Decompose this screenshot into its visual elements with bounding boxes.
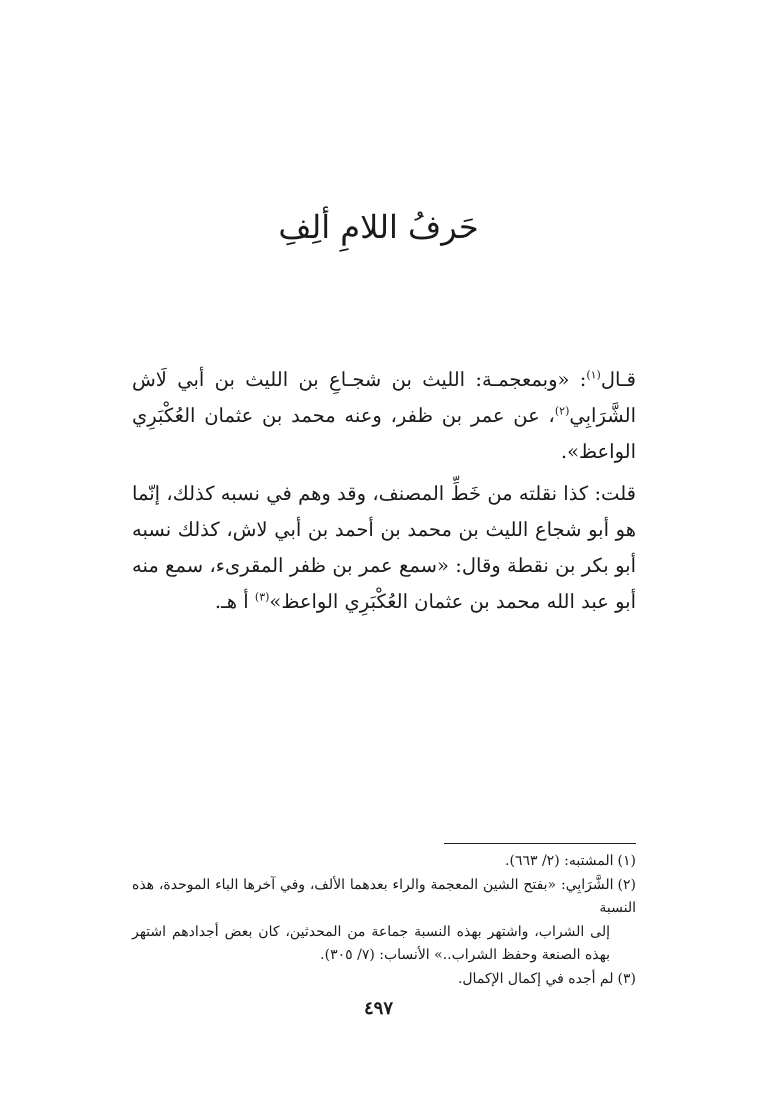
paragraph-2-after: أ هـ. <box>214 590 255 613</box>
footnote-ref-2: (٢) <box>554 404 570 418</box>
footnote-ref-3: (٣) <box>254 590 270 604</box>
paragraph-1-after2: ، عن عمر بن ظفر، وعنه محمد بن عثمان العُكْبَرِي الواعظ». <box>132 404 636 463</box>
page-number: ٤٩٧ <box>363 998 393 1019</box>
paragraph-1-before: قـال <box>600 368 636 391</box>
footnote-3-number: (٣) <box>617 970 636 987</box>
chapter-title: حَرفُ اللامِ ألِفِ <box>278 208 479 246</box>
footnote-2 <box>132 874 636 968</box>
footnote-2-text: الشَّرَابِي: «بفتح الشين المعجمة والراء بعدهما الألف، وفي آخرها الباء الموحدة، هذه النسبة <box>132 876 636 916</box>
footnote-1 <box>132 850 636 874</box>
footnote-divider <box>444 843 636 844</box>
footnote-3-text: لم أجده في إكمال الإكمال. <box>457 970 614 987</box>
paragraph-2 <box>132 476 636 620</box>
footnote-2-continuation: إلى الشراب، واشتهر بهذه النسبة جماعة من المحدثين، كان بعض أجدادهم اشتهر بهذه الصنعة وحفظ الشراب..» الأنساب: (٧/ ٣٠٥). <box>132 923 610 963</box>
footnote-3 <box>132 968 636 992</box>
paragraph-2-text: قلت: كذا نقلته من خَطِّ المصنف، وقد وهم في نسبه كذلك، إنّما هو أبو شجاع الليث بن محمد بن أحمد بن أبي لاش، كذلك نسبه أبو بكر بن نقطة وقال: «سمع عمر بن ظفر المقرىء، سمع منه أبو عبد الله محمد بن عثمان العُكْبَرِي الواعظ» <box>132 482 636 613</box>
footnotes <box>132 850 636 991</box>
footnote-2-number: (٢) <box>617 876 636 893</box>
footnote-1-text: المشتبه: (٢/ ٦٦٣). <box>505 853 614 869</box>
main-text <box>132 362 636 626</box>
footnote-ref-1: (١) <box>586 368 601 382</box>
paragraph-1 <box>132 362 636 470</box>
paragraph-1-after: : «وبمعجمـة: الليث بن شجـاعِ بن الليث بن أبي لَاش الشَّرَابِي <box>132 368 636 427</box>
footnote-1-number: (١) <box>617 853 636 869</box>
